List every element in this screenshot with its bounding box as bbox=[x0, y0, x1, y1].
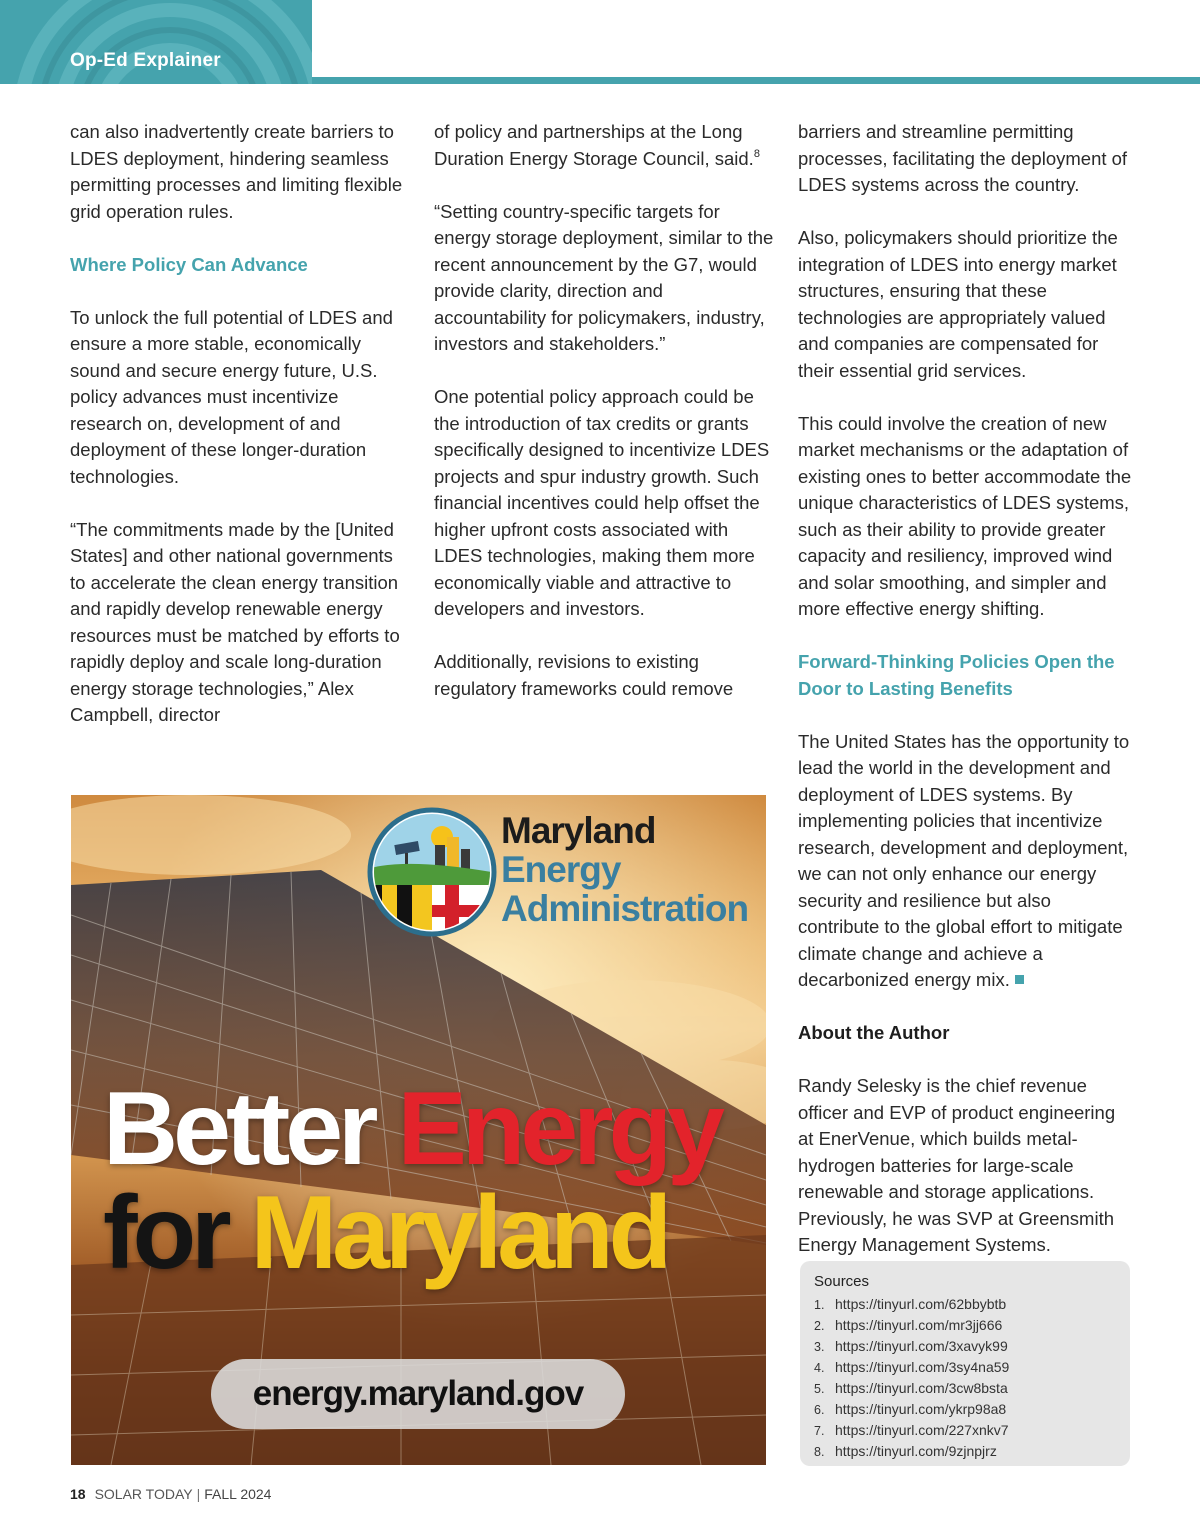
paragraph bbox=[798, 729, 1133, 994]
sources-list bbox=[814, 1294, 1009, 1462]
slogan-word: Maryland bbox=[250, 1175, 668, 1291]
end-mark-icon bbox=[1015, 975, 1024, 984]
paragraph: “The commitments made by the [United States] and other national governments to accelerate the clean energy transition and rapidly develop renewable energy resources must be matched by efforts to rapidly deploy and scale long-duration energy storage technologies,” Alex Campbell, director bbox=[70, 518, 400, 725]
author-heading: About the Author bbox=[798, 1022, 950, 1043]
source-number: 6. bbox=[814, 1403, 825, 1417]
source-item bbox=[814, 1315, 1009, 1336]
source-number: 8. bbox=[814, 1445, 825, 1459]
source-item bbox=[814, 1420, 1009, 1441]
source-link[interactable]: https://tinyurl.com/3xavyk99 bbox=[835, 1338, 1008, 1354]
source-number: 4. bbox=[814, 1361, 825, 1375]
author-bio: Randy Selesky is the chief revenue officer and EVP of product engineering at EnerVenue, which builds metal-hydrogen batteries for large-scale renewable and storage applications. Previously, he was SVP at Greensmith Energy Management Systems. bbox=[798, 1075, 1116, 1255]
paragraph: One potential policy approach could be the introduction of tax credits or grants specifically designed to incentivize LDES projects and spur industry growth. Such financial incentives could help offset the higher upfront costs associated with LDES technologies, making them more economically viable and attractive to developers and investors. bbox=[434, 386, 770, 619]
sources-box bbox=[800, 1261, 1130, 1466]
paragraph: To unlock the full potential of LDES and ensure a more stable, economically sound and secure energy future, U.S. policy advances must incentivize research on, development of and deployment of these longer-duration technologies. bbox=[70, 306, 393, 487]
ad-slogan bbox=[103, 1071, 721, 1291]
source-link[interactable]: https://tinyurl.com/3cw8bsta bbox=[835, 1380, 1008, 1396]
paragraph: This could involve the creation of new market mechanisms or the adaptation of existing ones to better accommodate the unique characteristics of LDES systems, such as their ability to provide greater capacity and resiliency, improved wind and solar smoothing, and simpler and more effective energy shifting. bbox=[798, 412, 1132, 619]
source-number: 1. bbox=[814, 1298, 825, 1312]
source-number: 2. bbox=[814, 1319, 825, 1333]
section-heading: Where Policy Can Advance bbox=[70, 253, 308, 275]
source-link[interactable]: https://tinyurl.com/62bbybtb bbox=[835, 1296, 1007, 1312]
source-number: 3. bbox=[814, 1340, 825, 1354]
paragraph: Also, policymakers should prioritize the integration of LDES into energy market structures, ensuring that these technologies are appropriately valued and companies are compensated for their essential grid services. bbox=[798, 227, 1118, 381]
section-label: Op-Ed Explainer bbox=[70, 50, 221, 71]
org-name-line: Maryland bbox=[501, 810, 656, 851]
source-item bbox=[814, 1336, 1009, 1357]
source-item bbox=[814, 1357, 1009, 1378]
slogan-word: for bbox=[103, 1175, 227, 1291]
org-name-line: Energy bbox=[501, 849, 621, 890]
page-number: 18 bbox=[70, 1486, 86, 1502]
page-footer bbox=[70, 1486, 271, 1502]
column-1 bbox=[70, 119, 410, 729]
sources-title: Sources bbox=[814, 1273, 870, 1290]
column-2 bbox=[434, 119, 774, 702]
paragraph: can also inadvertently create barriers to LDES deployment, hindering seamless permitting processes and limiting flexible grid operation rules. bbox=[70, 121, 403, 222]
source-number: 7. bbox=[814, 1424, 825, 1438]
magazine-name: SOLAR TODAY bbox=[94, 1486, 193, 1502]
source-item bbox=[814, 1378, 1009, 1399]
slogan-word: Better bbox=[103, 1071, 374, 1187]
source-link[interactable]: https://tinyurl.com/mr3jj666 bbox=[835, 1317, 1003, 1333]
paragraph: “Setting country-specific targets for energy storage deployment, similar to the recent announcement by the G7, would provide clarity, direction and accountability for policymakers, industry, investors and stakeholders.” bbox=[434, 200, 774, 354]
header-rule bbox=[312, 77, 1200, 84]
maryland-energy-logo-icon bbox=[367, 807, 497, 937]
column-3 bbox=[798, 119, 1133, 1259]
section-heading: Forward-Thinking Policies Open the Door to Lasting Benefits bbox=[798, 651, 1115, 699]
source-item bbox=[814, 1399, 1009, 1420]
issue-date: FALL 2024 bbox=[204, 1486, 272, 1502]
paragraph-text: of policy and partnerships at the Long Duration Energy Storage Council, said. bbox=[434, 121, 754, 169]
paragraph bbox=[434, 119, 774, 172]
source-item bbox=[814, 1294, 1009, 1315]
source-number: 5. bbox=[814, 1382, 825, 1396]
paragraph: Additionally, revisions to existing regulatory frameworks could remove bbox=[434, 651, 734, 699]
paragraph-text: The United States has the opportunity to lead the world in the development and deployment of LDES systems. By implementing policies that incentivize research, development and deployment, we can not only enhance our energy security and resilience but also contribute to the global effort to mitigate climate change and achieve a decarbonized energy mix. bbox=[798, 730, 1130, 990]
source-link[interactable]: https://tinyurl.com/227xnkv7 bbox=[835, 1422, 1009, 1438]
org-name-line: Administration bbox=[501, 888, 749, 929]
slogan-word: Energy bbox=[397, 1071, 721, 1187]
advertisement bbox=[71, 795, 766, 1465]
source-link[interactable]: https://tinyurl.com/9zjnpjrz bbox=[835, 1443, 997, 1459]
source-link[interactable]: https://tinyurl.com/3sy4na59 bbox=[835, 1359, 1010, 1375]
footer-separator: | bbox=[196, 1486, 201, 1502]
ad-url[interactable]: energy.maryland.gov bbox=[211, 1359, 625, 1429]
footnote-ref: 8 bbox=[753, 147, 760, 160]
section-tab bbox=[0, 0, 312, 84]
source-link[interactable]: https://tinyurl.com/ykrp98a8 bbox=[835, 1401, 1007, 1417]
source-item bbox=[814, 1441, 1009, 1462]
org-name bbox=[501, 811, 748, 928]
paragraph: barriers and streamline permitting processes, facilitating the deployment of LDES systems across the country. bbox=[798, 121, 1128, 195]
